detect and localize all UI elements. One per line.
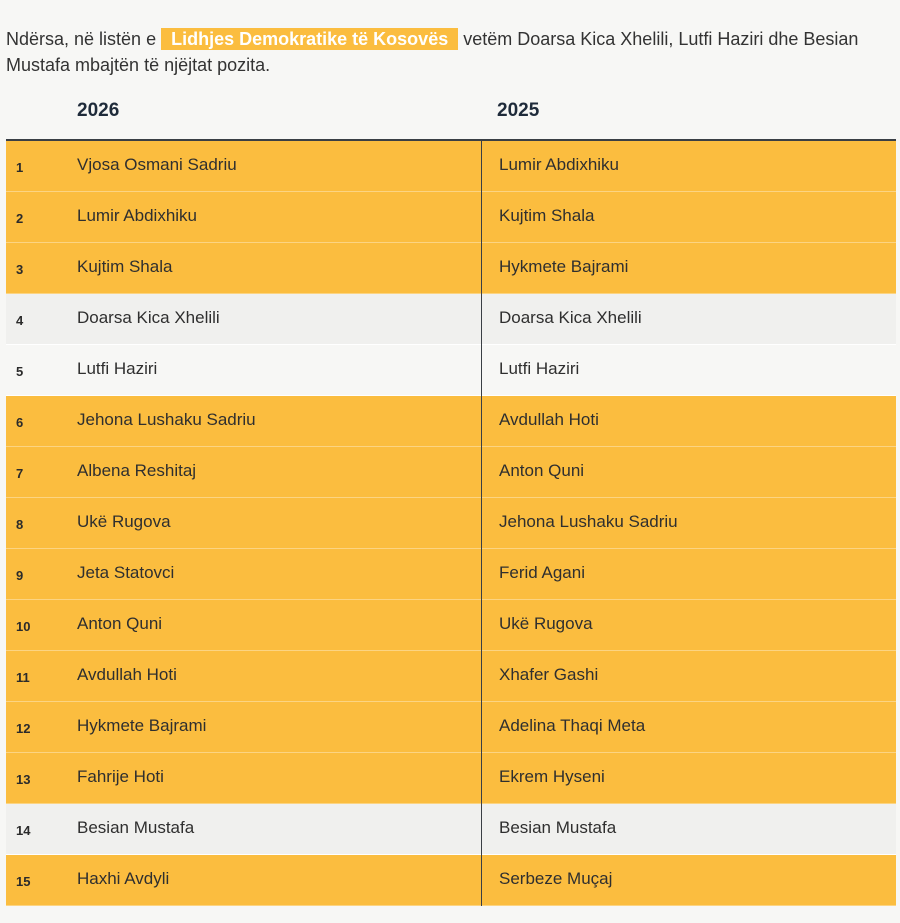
candidate-2025: Doarsa Kica Xhelili xyxy=(499,308,642,327)
intro-paragraph xyxy=(6,26,896,78)
candidate-2025: Ukë Rugova xyxy=(499,614,593,633)
candidate-2026: Vjosa Osmani Sadriu xyxy=(77,155,237,174)
table-row xyxy=(6,243,896,294)
table-row xyxy=(6,192,896,243)
candidate-2025: Lutfi Haziri xyxy=(499,359,580,378)
table-row xyxy=(6,600,896,651)
candidate-2026: Avdullah Hoti xyxy=(77,665,177,684)
row-number: 4 xyxy=(16,313,24,328)
candidate-2026: Anton Quni xyxy=(77,614,163,633)
candidate-2025: Besian Mustafa xyxy=(499,818,617,837)
candidate-2026: Doarsa Kica Xhelili xyxy=(77,308,220,327)
table-row xyxy=(6,651,896,702)
table-row xyxy=(6,345,896,396)
candidate-2026: Jehona Lushaku Sadriu xyxy=(77,410,256,429)
table-row xyxy=(6,855,896,906)
candidate-2025: Avdullah Hoti xyxy=(499,410,599,429)
column-header-2025: 2025 xyxy=(497,100,540,121)
candidate-2026: Albena Reshitaj xyxy=(77,461,197,480)
candidate-2025: Lumir Abdixhiku xyxy=(499,155,620,174)
row-number: 14 xyxy=(16,823,31,838)
row-number: 11 xyxy=(16,670,30,685)
row-number: 1 xyxy=(16,160,24,175)
candidate-2025: Serbeze Muçaj xyxy=(499,869,613,888)
table-row xyxy=(6,753,896,804)
candidate-2025: Hykmete Bajrami xyxy=(499,257,629,276)
party-name-highlight: Lidhjes Demokratike të Kosovës xyxy=(161,28,458,50)
candidate-2026: Lutfi Haziri xyxy=(77,359,158,378)
row-number: 12 xyxy=(16,721,31,736)
candidate-2026: Haxhi Avdyli xyxy=(77,869,170,888)
table-row xyxy=(6,396,896,447)
candidate-2025: Anton Quni xyxy=(499,461,585,480)
table-row xyxy=(6,447,896,498)
intro-text-after: vetëm Doarsa Kica Xhelili, Lutfi Haziri dhe Besian Mustafa mbajtën të njëjtat pozita. xyxy=(6,29,859,75)
row-number: 2 xyxy=(16,211,24,226)
row-number: 10 xyxy=(16,619,31,634)
candidate-2026: Ukë Rugova xyxy=(77,512,171,531)
table-row xyxy=(6,702,896,753)
candidate-2025: Ekrem Hyseni xyxy=(499,767,605,786)
candidate-2025: Xhafer Gashi xyxy=(499,665,599,684)
row-number: 15 xyxy=(16,874,31,889)
candidate-2025: Jehona Lushaku Sadriu xyxy=(499,512,678,531)
candidate-2026: Kujtim Shala xyxy=(77,257,173,276)
row-number: 13 xyxy=(16,772,31,787)
candidate-2025: Ferid Agani xyxy=(499,563,585,582)
candidate-2026: Lumir Abdixhiku xyxy=(77,206,198,225)
candidate-2026: Besian Mustafa xyxy=(77,818,195,837)
table-row xyxy=(6,804,896,855)
table-row xyxy=(6,294,896,345)
candidate-2026: Hykmete Bajrami xyxy=(77,716,207,735)
table-header xyxy=(6,88,896,138)
table-row xyxy=(6,498,896,549)
candidate-2025: Kujtim Shala xyxy=(499,206,595,225)
candidate-2026: Fahrije Hoti xyxy=(77,767,164,786)
row-number: 8 xyxy=(16,517,24,532)
intro-text-before: Ndërsa, në listën e xyxy=(6,29,157,49)
row-number: 3 xyxy=(16,262,24,277)
column-header-2026: 2026 xyxy=(77,100,120,121)
row-number: 9 xyxy=(16,568,24,583)
row-number: 6 xyxy=(16,415,24,430)
row-number: 7 xyxy=(16,466,24,481)
candidate-2025: Adelina Thaqi Meta xyxy=(499,716,646,735)
table-row xyxy=(6,549,896,600)
row-number: 5 xyxy=(16,364,24,379)
candidate-2026: Jeta Statovci xyxy=(77,563,175,582)
candidate-table xyxy=(6,139,896,906)
column-divider xyxy=(481,141,482,906)
table-row xyxy=(6,141,896,192)
